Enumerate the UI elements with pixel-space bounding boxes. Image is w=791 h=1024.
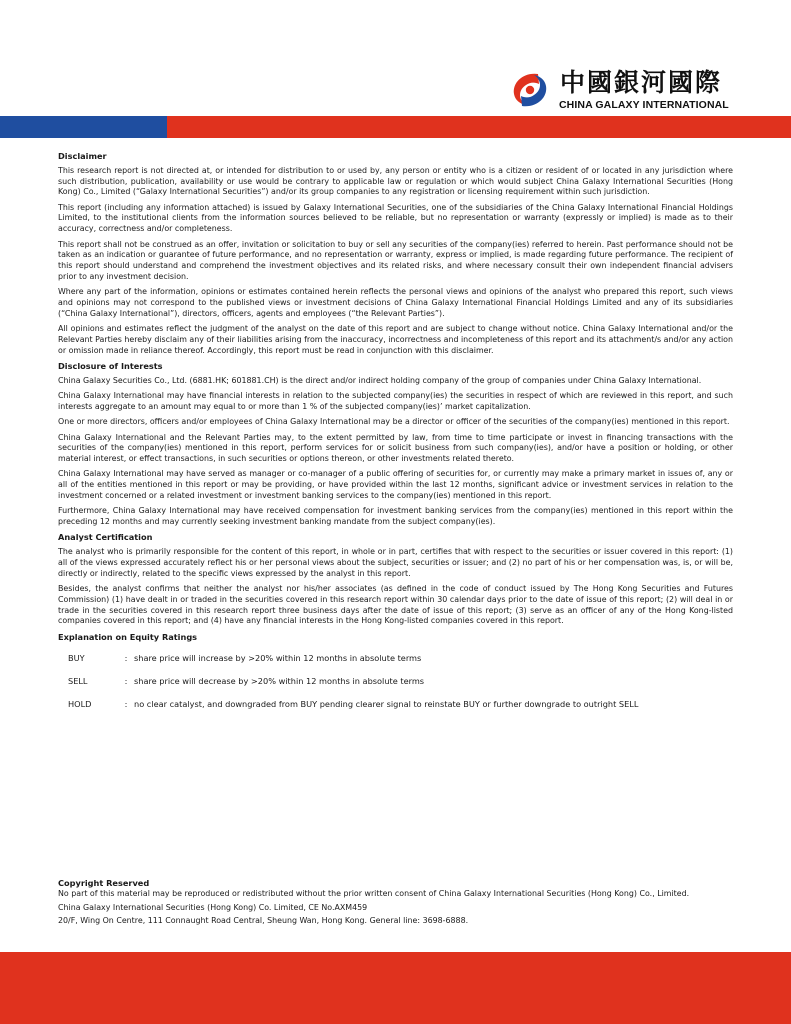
- disclaimer-paragraph: This report shall not be construed as an offer, invitation or solicitation to buy or sell any securities of the company(ies) referred to herein. Past performance should not be taken as an indication or guarantee of future performance, and no representation or warranty, express or implied, is made regarding future performance. The recipient of this report should understand and comprehend the investment objectives and its related risks, and where necessary consult their own independent financial advisers prior to any investment decision.: [58, 239, 733, 281]
- rating-description: no clear catalyst, and downgraded from BUY pending clearer signal to reinstate BUY or further downgrade to outright SELL: [134, 698, 639, 709]
- disclaimer-paragraph: All opinions and estimates reflect the judgment of the analyst on the date of this report and are subject to change without notice. China Galaxy International and/or the Relevant Parties hereby disclaim any of their liabilities arising from the inaccuracy, incorrectness and incompleteness of this report and its attachment/s and/or any action or omission made in reliance thereof. Accordingly, this report must be read in conjunction with this disclaimer.: [58, 324, 734, 355]
- ratings-list: [58, 647, 733, 716]
- disclosure-heading: Disclosure of Interests: [58, 361, 163, 372]
- disclosure-paragraph: China Galaxy Securities Co., Ltd. (6881.HK; 601881.CH) is the direct and/or indirect holding company of the group of companies under China Galaxy International.: [58, 375, 702, 385]
- copyright-section: [58, 878, 733, 930]
- disclaimer-heading: Disclaimer: [58, 151, 107, 161]
- copyright-line: No part of this material may be reproduced or redistributed without the prior written consent of China Galaxy International Securities (Hong Kong) Co., Limited.: [58, 889, 690, 899]
- logo-chinese-text: 中國銀河國際: [560, 68, 723, 97]
- logo-english-text: CHINA GALAXY INTERNATIONAL: [559, 99, 729, 111]
- ratings-heading: Explanation on Equity Ratings: [58, 631, 198, 642]
- rating-row-sell: [58, 670, 733, 693]
- rating-colon: :: [124, 675, 128, 686]
- galaxy-logo-icon: [508, 70, 552, 110]
- disclaimer-paragraph: This research report is not directed at, or intended for distribution to or used by, any person or entity who is a citizen or resident of or located in any jurisdiction where such distribution, publication, availability or use would be contrary to applicable law or regulation or which would subject China Galaxy International Securities (Hong Kong) Co., Limited (“Galaxy International Securities”) and/or its group companies to any registration or licensing requirement within such jurisdiction.: [58, 165, 733, 197]
- disclaimer-paragraph: This report (including any information attached) is issued by Galaxy International Securities, one of the subsidiaries of the China Galaxy International Financial Holdings Limited, to the institutional clients from the information sources believed to be reliable, but no representation or warranty (expressly or implied) is made as to their accuracy, correctness and/or completeness.: [58, 202, 733, 234]
- disclaimer-paragraph: Where any part of the information, opinions or estimates contained herein reflects the personal views and opinions of the analyst who prepared this report, such views and opinions may not correspond to the published views or investment decisions of China Galaxy International Financial Holdings Limited and any of its subsidiaries (“China Galaxy International”), directors, officers, agents and employees (“the Relevant Parties”).: [58, 287, 733, 318]
- rating-code: SELL: [68, 675, 88, 686]
- footer-band-red: [0, 952, 791, 1024]
- certification-paragraph: The analyst who is primarily responsible for the content of this report, in whole or in part, certifies that with respect to the securities or issuer covered in this report: (1) all of the views expressed accurately reflect his or her personal views about the subject, securities or issuer; and (2) no part of his or her compensation was, is, or will be, directly or indirectly, related to the specific views expressed by the analyst in this report.: [58, 547, 733, 578]
- company-logo: [508, 70, 738, 114]
- rating-description: share price will increase by >20% within 12 months in absolute terms: [134, 652, 422, 663]
- rating-description: share price will decrease by >20% within 12 months in absolute terms: [134, 675, 425, 686]
- disclosure-paragraph: China Galaxy International may have financial interests in relation to the subjected company(ies) the securities in respect of which are reviewed in this report, and such interests aggregate to an amount may equal to or more than 1 % of the subjected company(ies)’ market capitalization.: [58, 391, 733, 411]
- rating-code: HOLD: [68, 698, 92, 709]
- copyright-line: 20/F, Wing On Centre, 111 Connaught Road Central, Sheung Wan, Hong Kong. General line: 3698-6888.: [58, 916, 469, 926]
- copyright-heading: Copyright Reserved: [58, 878, 150, 888]
- rating-row-hold: [58, 693, 733, 716]
- rating-code: BUY: [68, 652, 85, 663]
- certification-paragraph: Besides, the analyst confirms that neither the analyst nor his/her associates (as defined in the code of conduct issued by The Hong Kong Securities and Futures Commission) (1) have dealt in or traded in the securities covered in this research report within 30 calendar days prior to the date of issue of this report; (2) will deal in or trade in the securities covered in this research report three business days after the date of issue of this report; (3) serve as an officer of any of the Hong Kong-listed companies covered in this report; and (4) have any financial interests in the Hong Kong-listed companies covered in this report.: [58, 584, 733, 626]
- certification-heading: Analyst Certification: [58, 532, 153, 543]
- report-body: [58, 148, 733, 716]
- disclosure-paragraph: China Galaxy International and the Relevant Parties may, to the extent permitted by law, from time to time participate or invest in financing transactions with the securities of the company(ies) mentioned in this report, perform services for or solicit business from such company(ies), and/or have a position or holding, or other material interest, or effect transactions, in such securities or options thereon, or other investments related thereto.: [58, 432, 733, 464]
- header-band-blue: [0, 116, 167, 138]
- disclosure-paragraph: Furthermore, China Galaxy International may have received compensation for investment banking services from the company(ies) mentioned in this report within the preceding 12 months and may currently seeking investment banking mandate from the subject company(ies).: [58, 506, 733, 527]
- disclosure-paragraph: One or more directors, officers and/or employees of China Galaxy International may be a director or officer of the securities of the company(ies) mentioned in this report.: [58, 417, 730, 427]
- copyright-line: China Galaxy International Securities (Hong Kong) Co. Limited, CE No.AXM459: [58, 902, 368, 912]
- rating-row-buy: [58, 647, 733, 670]
- rating-colon: :: [124, 652, 128, 663]
- disclosure-paragraph: China Galaxy International may have served as manager or co-manager of a public offering of securities for, or currently may make a primary market in issues of, any or all of the entities mentioned in this report or may be providing, or have provided within the last 12 months, significant advice or investment services in relation to the investment concerned or a related investment or investment banking services to the company(ies) mentioned in this report.: [58, 469, 733, 501]
- rating-colon: :: [124, 698, 128, 709]
